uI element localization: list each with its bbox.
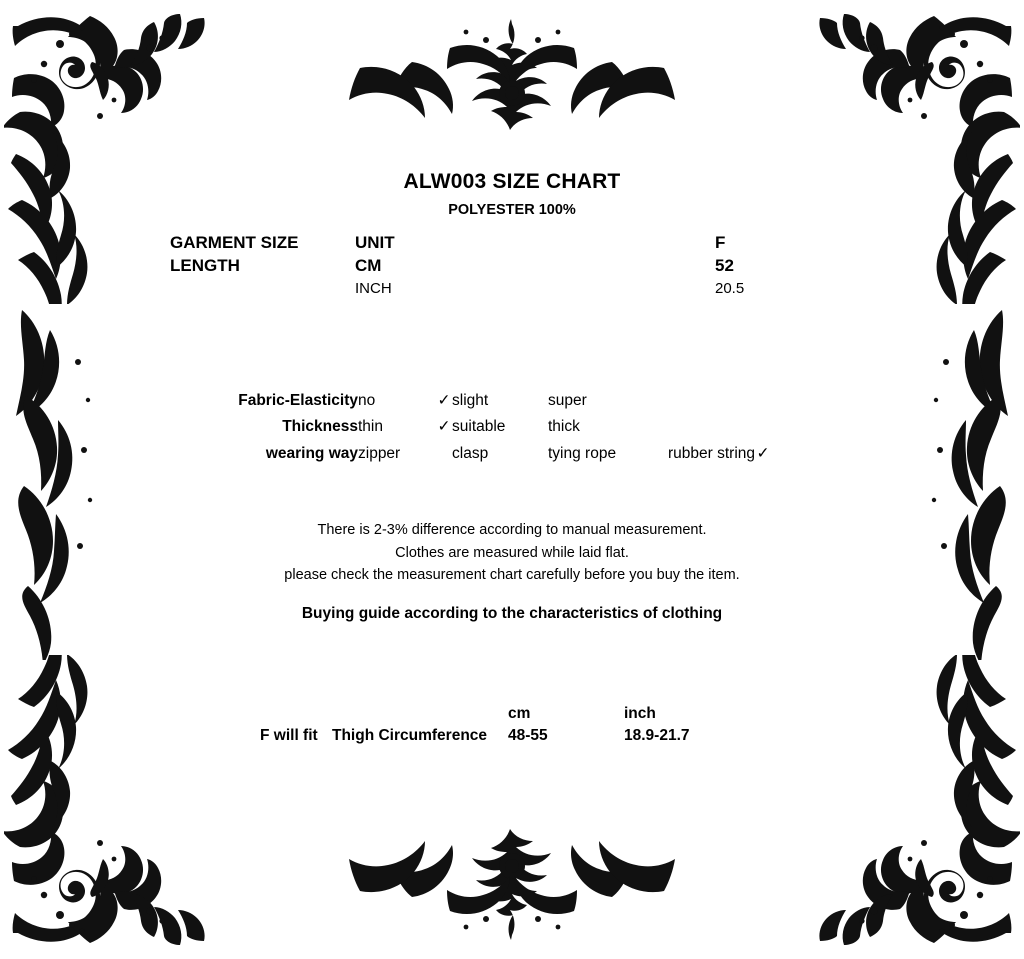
feature-label-elasticity: Fabric-Elasticity <box>238 391 358 409</box>
page-title: ALW003 SIZE CHART <box>403 170 621 193</box>
option-super: super <box>548 391 587 409</box>
table-row <box>208 388 771 414</box>
fit-header-inch: inch <box>624 704 656 722</box>
header-size-f: F <box>715 233 726 252</box>
row-label-blank <box>170 279 355 300</box>
fit-value-inch: 18.9-21.7 <box>624 726 690 744</box>
row-value-inch: 20.5 <box>715 279 745 297</box>
note-line-2: Clothes are measured while laid flat. <box>395 544 629 561</box>
option-clasp: clasp <box>452 444 489 462</box>
option-empty <box>668 388 755 414</box>
checkmark-rubber-string: ✓ <box>756 444 770 462</box>
table-row <box>170 279 854 300</box>
fit-header-cm: cm <box>508 704 531 722</box>
fit-value-cm: 48-55 <box>508 726 548 744</box>
edge-ornament-top <box>300 6 724 136</box>
fit-size-label: F will fit <box>260 726 318 744</box>
option-empty <box>668 414 755 440</box>
header-garment-size: GARMENT SIZE <box>170 233 299 252</box>
fit-measure-label: Thigh Circumference <box>332 726 488 744</box>
tick-empty <box>755 388 771 414</box>
option-thin: thin <box>358 418 383 436</box>
fit-header-blank-1 <box>260 703 332 725</box>
fabric-characteristics-table <box>208 388 771 467</box>
option-no: no <box>358 391 376 409</box>
option-suitable: suitable <box>452 418 506 436</box>
row-spacer <box>535 255 715 278</box>
row-spacer <box>535 279 715 300</box>
tick-empty <box>755 414 771 440</box>
header-spacer <box>535 232 715 255</box>
row-unit-inch: INCH <box>355 279 392 297</box>
header-unit: UNIT <box>355 233 395 252</box>
chart-content <box>170 170 854 747</box>
fit-header-blank-2 <box>332 703 508 725</box>
material-subtitle: POLYESTER 100% <box>448 202 576 218</box>
size-measurement-table <box>170 232 854 300</box>
edge-ornament-bottom <box>300 823 724 953</box>
row-unit-cm: CM <box>355 256 382 276</box>
edge-ornament-left <box>6 300 126 660</box>
table-row <box>260 725 690 747</box>
table-row <box>208 414 771 440</box>
measurement-notes <box>170 519 854 626</box>
table-header-row <box>260 703 690 725</box>
feature-label-thickness: Thickness <box>282 418 358 436</box>
table-header-row <box>170 232 854 255</box>
option-tying-rope: tying rope <box>548 444 617 462</box>
buying-guide-heading: Buying guide according to the characteristics of clothing <box>301 605 723 623</box>
table-row <box>170 255 854 278</box>
edge-ornament-right <box>898 300 1018 660</box>
fit-guide-table <box>260 703 690 747</box>
option-slight: slight <box>452 391 489 409</box>
checkmark-suitable: ✓ <box>437 418 451 436</box>
option-zipper: zipper <box>358 444 401 462</box>
option-rubber-string: rubber string <box>668 444 756 462</box>
row-label-length: LENGTH <box>170 256 240 276</box>
tick-empty <box>436 441 452 467</box>
feature-label-wearing-way: wearing way <box>265 444 358 462</box>
note-line-1: There is 2-3% difference according to manual measurement. <box>317 522 707 539</box>
table-row <box>208 441 771 467</box>
row-value-cm: 52 <box>715 256 734 276</box>
checkmark-slight: ✓ <box>437 391 451 409</box>
option-thick: thick <box>548 418 580 436</box>
note-line-3: please check the measurement chart carefully before you buy the item. <box>284 567 740 584</box>
